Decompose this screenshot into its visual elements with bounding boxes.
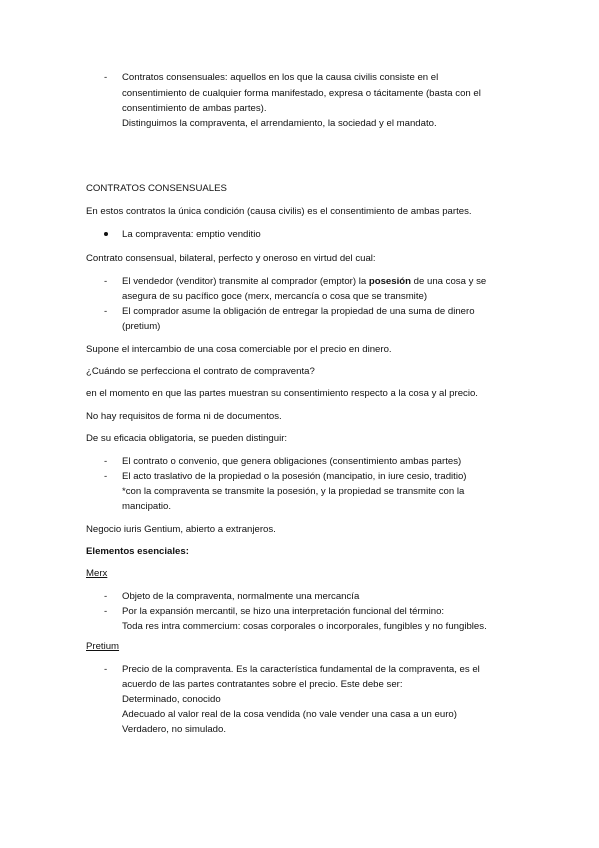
list-item-line: Precio de la compraventa. Es la característica fundamental de la compraventa, es el bbox=[122, 664, 480, 675]
paragraph: Contrato consensual, bilateral, perfecto y oneroso en virtud del cual: bbox=[86, 253, 376, 264]
list-marker: - bbox=[104, 276, 108, 287]
intro-line-1: Contratos consensuales: aquellos en los que la causa civilis consiste en el bbox=[122, 72, 439, 83]
list-item-line: El acto traslativo de la propiedad o la posesión (mancipatio, in iure cesio, traditio) bbox=[122, 471, 467, 482]
list-marker: - bbox=[104, 72, 108, 83]
bullet-icon bbox=[104, 232, 108, 236]
paragraph: Negocio iuris Gentium, abierto a extranjeros. bbox=[86, 524, 276, 535]
merx-heading: Merx bbox=[86, 568, 108, 579]
intro-line-2: consentimiento de cualquier forma manifestado, expresa o tácitamente (basta con el bbox=[122, 88, 481, 99]
list-marker: - bbox=[104, 664, 108, 675]
paragraph: De su eficacia obligatoria, se pueden distinguir: bbox=[86, 433, 288, 444]
list-marker: - bbox=[104, 456, 108, 467]
list-item-line: asegura de su pacífico goce (merx, mercancía o cosa que se transmite) bbox=[122, 291, 428, 302]
paragraph: No hay requisitos de forma ni de documentos. bbox=[86, 411, 282, 422]
list-item-line: El comprador asume la obligación de entregar la propiedad de una suma de dinero bbox=[122, 306, 475, 317]
text-run: de una cosa y se bbox=[411, 276, 487, 287]
paragraph: Supone el intercambio de una cosa comerciable por el precio en dinero. bbox=[86, 344, 392, 355]
list-item-line: mancipatio. bbox=[122, 501, 172, 512]
intro-line-4: Distinguimos la compraventa, el arrendamiento, la sociedad y el mandato. bbox=[122, 118, 437, 129]
list-item-line: Objeto de la compraventa, normalmente una mercancía bbox=[122, 591, 360, 602]
paragraph: en el momento en que las partes muestran su consentimiento respecto a la cosa y al precio. bbox=[86, 388, 478, 399]
pretium-heading: Pretium bbox=[86, 641, 120, 652]
bold-text-run: posesión bbox=[368, 276, 411, 287]
elementos-heading: Elementos esenciales: bbox=[86, 546, 189, 557]
list-item-line: Toda res intra commercium: cosas corporales o incorporales, fungibles y no fungibles. bbox=[122, 621, 487, 632]
list-item-line: acuerdo de las partes contratantes sobre el precio. Este debe ser: bbox=[122, 679, 403, 690]
list-marker: - bbox=[104, 591, 108, 602]
intro-line-3: consentimiento de ambas partes). bbox=[122, 103, 267, 114]
bullet-item: La compraventa: emptio venditio bbox=[122, 229, 261, 240]
section-heading: CONTRATOS CONSENSUALES bbox=[86, 183, 227, 194]
list-marker: - bbox=[104, 471, 108, 482]
list-item-line: Verdadero, no simulado. bbox=[122, 724, 226, 735]
paragraph: ¿Cuándo se perfecciona el contrato de compraventa? bbox=[86, 366, 315, 377]
list-item-line: (pretium) bbox=[122, 321, 161, 332]
list-marker: - bbox=[104, 606, 108, 617]
list-item-line: Adecuado al valor real de la cosa vendida (no vale vender una casa a un euro) bbox=[122, 709, 457, 720]
list-item-line: *con la compraventa se transmite la posesión, y la propiedad se transmite con la bbox=[122, 486, 465, 497]
list-item-line: Por la expansión mercantil, se hizo una interpretación funcional del término: bbox=[122, 606, 445, 617]
list-item-line: El contrato o convenio, que genera obligaciones (consentimiento ambas partes) bbox=[122, 456, 462, 467]
text-run: El vendedor (venditor) transmite al comprador (emptor) la bbox=[122, 276, 369, 287]
list-item-line: Determinado, conocido bbox=[122, 694, 221, 705]
list-marker: - bbox=[104, 306, 108, 317]
paragraph: En estos contratos la única condición (causa civilis) es el consentimiento de ambas partes. bbox=[86, 206, 472, 217]
list-item-line bbox=[122, 276, 486, 288]
